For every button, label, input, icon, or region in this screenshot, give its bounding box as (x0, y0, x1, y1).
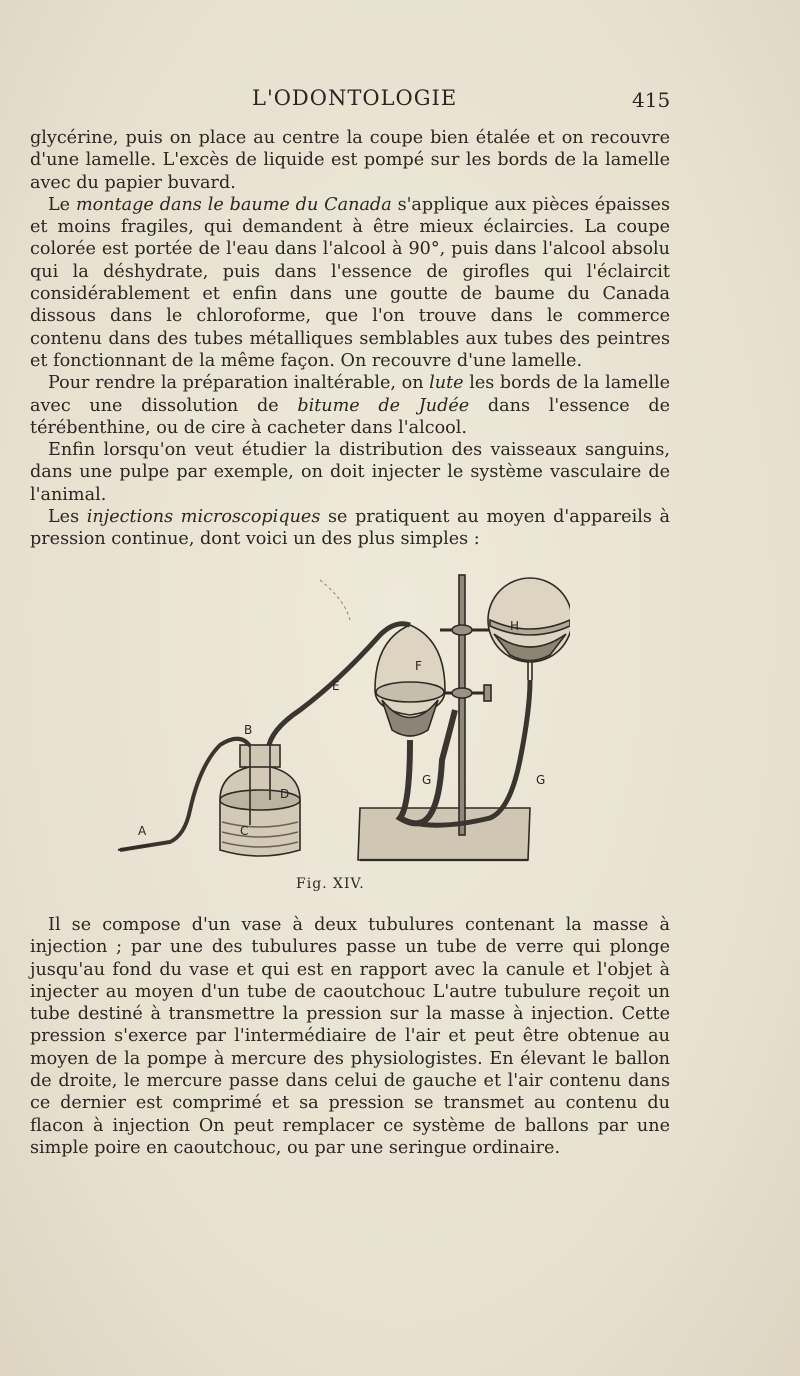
text-block-bottom (30, 914, 670, 1159)
paragraph: Il se compose d'un vase à deux tubulures contenant la masse à injection ; par une des tubulures passe un tube de verre qui plonge jusqu'au fond du vase et qui est en rapport avec la canule et l'objet à injecter au moyen d'un tube de caoutchouc L'autre tubulure reçoit un tube destiné à transmettre la pression sur la masse à injection. Cette pression s'exerce par l'intermédiaire de l'air et peut être obtenue au moyen de la pompe à mercure des physiologistes. En élevant le ballon de droite, le mercure passe dans celui de gauche et l'air contenu dans ce dernier est comprimé et sa pression se transmet au contenu du flacon à injection On peut remplacer ce système de ballons par une simple poire en caoutchouc, ou par une seringue ordinaire. (30, 915, 670, 1158)
label-f: F (415, 659, 422, 673)
paragraph: Pour rendre la préparation inaltérable, on lute les bords de la lamelle avec une dissolution de bitume de Judée dans l'essence de térébenthine, ou de cire à cacheter dans l'alcool. (30, 373, 670, 438)
stand-rod (459, 575, 465, 835)
paragraph: glycérine, puis on place au centre la coupe bien étalée et on recouvre d'une lamelle. L'excès de liquide est pompé sur les bords de la lamelle avec du papier buvard. (30, 128, 670, 193)
figure-caption: Fig. XIV. (296, 876, 365, 892)
label-c: C (240, 824, 249, 838)
figure-injection-apparatus (110, 560, 570, 900)
paragraph: Enfin lorsqu'on veut étudier la distribution des vaisseaux sanguins, dans une pulpe par exemple, on doit injecter le système vasculaire de l'animal. (30, 440, 670, 505)
label-b: B (244, 723, 253, 737)
text-block-top (30, 127, 670, 551)
page-header (0, 86, 800, 116)
label-d: D (280, 787, 290, 801)
stand-base (358, 808, 530, 860)
running-title: L'ODONTOLOGIE (252, 86, 458, 110)
label-g-left: G (422, 773, 432, 787)
page-number: 415 (632, 88, 671, 112)
label-h: H (510, 619, 520, 633)
paragraph: Le montage dans le baume du Canada s'applique aux pièces épaisses et moins fragiles, qui demandent à être mieux éclaircies. La coupe colorée est portée de l'eau dans l'alcool à 90°, puis dans l'alcool absolu qui la déshydrate, puis dans l'essence de girofles qui l'éclaircit considérablement et enfin dans une goutte de baume du Canada dissous dans le chloroforme, que l'on trouve dans le commerce contenu dans des tubes métalliques semblables aux tubes des peintres et fonctionnant de la même façon. On recouvre d'une lamelle. (30, 194, 670, 371)
label-g-right: G (536, 773, 546, 787)
label-a: A (138, 824, 147, 838)
apparatus-illustration (110, 560, 570, 900)
paragraph: Les injections microscopiques se pratiquent au moyen d'appareils à pression continue, dont voici un des plus simples : (30, 507, 670, 550)
label-e: E (332, 679, 340, 693)
